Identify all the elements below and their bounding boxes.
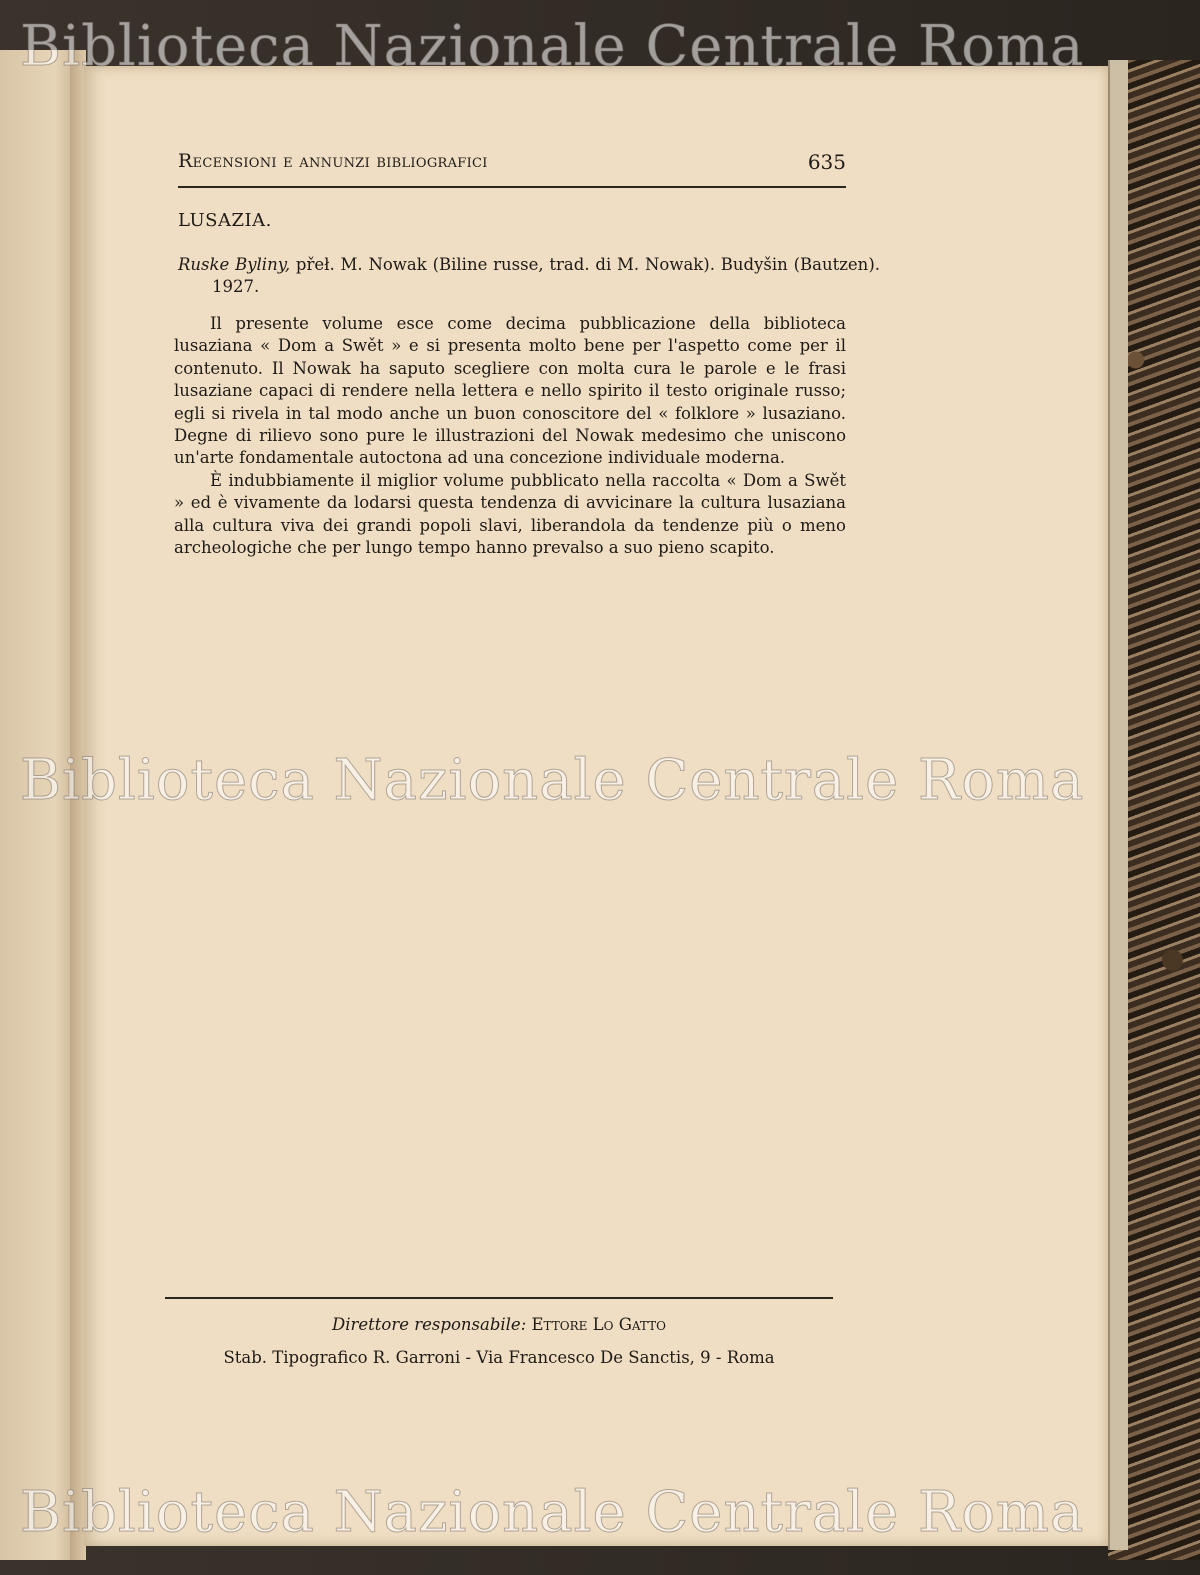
section-title: LUSAZIA. <box>178 210 272 231</box>
page-header <box>178 150 846 188</box>
director-name: Ettore Lo Gatto <box>531 1315 666 1334</box>
review-paragraph: È indubbiamente il miglior volume pubblicato nella raccolta « Dom a Swět » ed è vivamente da lodarsi questa tendenza di avvicinare la cultura lusaziana alla cultura viva dei grandi popoli slavi, liberandola da tendenze più o meno archeologiche che per lungo tempo hanno prevalso a suo pieno scapito. <box>174 470 846 558</box>
review-body <box>174 313 846 559</box>
footer-rule <box>165 1297 833 1299</box>
director-label: Direttore responsabile: <box>332 1315 527 1334</box>
footer-director-line <box>165 1315 833 1334</box>
citation-details: přeł. M. Nowak (Biline russe, trad. di M. Nowak). Budyšin (Bautzen). 1927. <box>212 255 880 296</box>
citation-title: Ruske Byliny, <box>178 255 291 274</box>
review-paragraph: Il presente volume esce come decima pubblicazione della biblioteca lusaziana « Dom a Swět » e si presenta molto bene per l'aspetto come per il contenuto. Il Nowak ha saputo scegliere con molta cura le parole e le frasi lusaziane capaci di rendere nella lettera e nello spirito il testo originale russo; egli si rivela in tal modo anche un buon conoscitore del « folklore » lusaziano. Degne di rilievo sono pure le illustrazioni del Nowak medesimo che uniscono un'arte fondamentale autoctona ad una concezione individuale moderna. <box>174 314 846 468</box>
running-head: Recensioni e annunzi bibliografici <box>178 150 488 172</box>
bibliographic-citation <box>178 254 880 298</box>
page-number: 635 <box>807 150 846 174</box>
library-watermark: Biblioteca Nazionale Centrale Roma <box>20 748 1085 813</box>
footer-printer-line: Stab. Tipografico R. Garroni - Via Francesco De Sanctis, 9 - Roma <box>223 1348 775 1367</box>
library-watermark: Biblioteca Nazionale Centrale Roma <box>20 1480 1085 1545</box>
library-watermark: Biblioteca Nazionale Centrale Roma <box>20 14 1085 79</box>
